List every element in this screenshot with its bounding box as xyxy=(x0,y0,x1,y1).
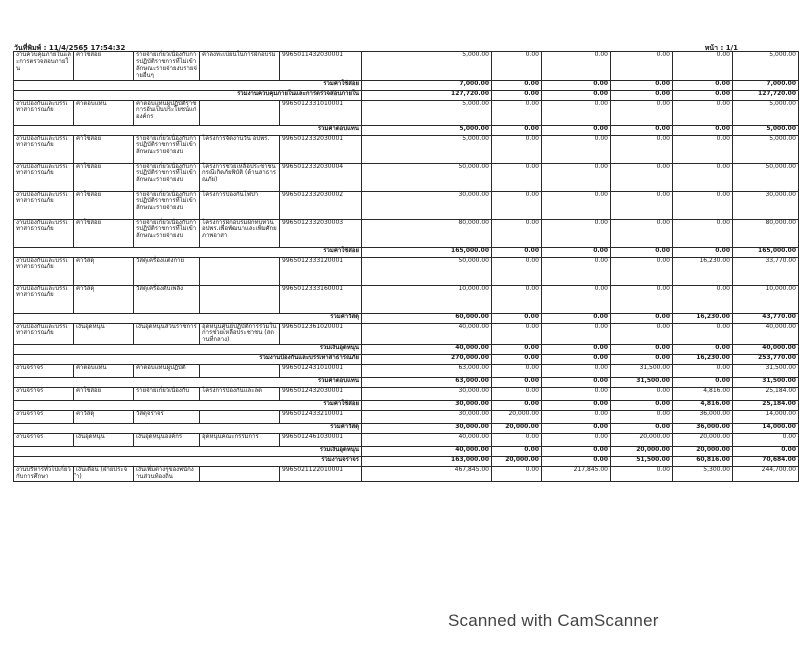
amount-col-1: 30,000.00 xyxy=(362,424,492,434)
amount-col-6: 14,000.00 xyxy=(733,411,799,424)
amount-col-1: 30,000.00 xyxy=(362,401,492,411)
amount-col-1: 270,000.00 xyxy=(362,355,492,365)
work-plan-cell: งานป้องกันและบรรเทาสาธารณภัย xyxy=(14,163,74,191)
subtotal-row xyxy=(14,313,799,323)
amount-col-2: 20,000.00 xyxy=(492,411,542,424)
amount-col-2: 0.00 xyxy=(492,247,542,257)
project-cell: โครงการป้องกันและลด xyxy=(200,388,280,401)
work-plan-cell: งานป้องกันและบรรเทาสาธารณภัย xyxy=(14,257,74,285)
expense-type-cell: เงินอุดหนุนส่วนราชการ xyxy=(134,323,200,345)
amount-col-1: 40,000.00 xyxy=(362,434,492,447)
subtotal-row xyxy=(14,125,799,135)
amount-col-2: 0.00 xyxy=(492,135,542,163)
budget-code-cell: 9965012461030001 xyxy=(280,434,362,447)
expense-category-cell: ค่าวัสดุ xyxy=(74,257,134,285)
amount-col-3: 0.00 xyxy=(542,355,611,365)
amount-col-2: 0.00 xyxy=(492,388,542,401)
budget-code-cell: 9965012433210001 xyxy=(280,411,362,424)
amount-col-6: 14,000.00 xyxy=(733,424,799,434)
amount-col-5: 36,000.00 xyxy=(673,411,733,424)
amount-col-6: 31,500.00 xyxy=(733,378,799,388)
amount-col-4: 0.00 xyxy=(611,345,673,355)
project-cell xyxy=(200,100,280,125)
subtotal-row xyxy=(14,90,799,100)
amount-col-4: 0.00 xyxy=(611,191,673,219)
amount-col-1: 30,000.00 xyxy=(362,388,492,401)
amount-col-4: 0.00 xyxy=(611,285,673,313)
expense-type-cell: วัสดุเครื่องแต่งกาย xyxy=(134,257,200,285)
subtotal-label: รวมค่าตอบแทน xyxy=(14,378,362,388)
subtotal-row xyxy=(14,247,799,257)
work-plan-cell: งานป้องกันและบรรเทาสาธารณภัย xyxy=(14,285,74,313)
amount-col-3: 0.00 xyxy=(542,401,611,411)
table-row xyxy=(14,191,799,219)
amount-col-5: 0.00 xyxy=(673,125,733,135)
amount-col-6: 5,000.00 xyxy=(733,100,799,125)
amount-col-4: 0.00 xyxy=(611,323,673,345)
amount-col-4: 0.00 xyxy=(611,80,673,90)
amount-col-3: 0.00 xyxy=(542,100,611,125)
table-row xyxy=(14,388,799,401)
amount-col-5: 0.00 xyxy=(673,100,733,125)
expense-category-cell: ค่าใช้สอย xyxy=(74,219,134,247)
project-cell: โครงการจัดงานวัน อปพร. xyxy=(200,135,280,163)
amount-col-1: 40,000.00 xyxy=(362,345,492,355)
amount-col-4: 0.00 xyxy=(611,411,673,424)
amount-col-4: 0.00 xyxy=(611,401,673,411)
subtotal-label: รวมค่าตอบแทน xyxy=(14,125,362,135)
amount-col-2: 0.00 xyxy=(492,434,542,447)
project-cell: อุดหนุนคณะกรรมการ xyxy=(200,434,280,447)
amount-col-5: 4,816.00 xyxy=(673,401,733,411)
amount-col-3: 0.00 xyxy=(542,191,611,219)
amount-col-6: 40,000.00 xyxy=(733,323,799,345)
amount-col-6: 25,184.00 xyxy=(733,388,799,401)
amount-col-6: 244,700.00 xyxy=(733,467,799,482)
table-row xyxy=(14,163,799,191)
amount-col-6: 5,000.00 xyxy=(733,135,799,163)
expense-type-cell: ค่าตอบแทนผู้ปฏิบัติราชการอันเป็นประโยชน์แก่องค์กร xyxy=(134,100,200,125)
amount-col-5: 0.00 xyxy=(673,52,733,81)
amount-col-1: 127,720.00 xyxy=(362,90,492,100)
subtotal-row xyxy=(14,378,799,388)
amount-col-6: 43,770.00 xyxy=(733,313,799,323)
budget-code-cell: 99650114320300​01 xyxy=(280,52,362,81)
expense-category-cell: ค่าวัสดุ xyxy=(74,411,134,424)
amount-col-4: 0.00 xyxy=(611,163,673,191)
amount-col-2: 0.00 xyxy=(492,100,542,125)
project-cell: อุดหนุนศูนย์ปฏิบัติการร่วมในการช่วยเหลือประชาชน (สถานที่กลาง) xyxy=(200,323,280,345)
amount-col-5: 16,230.00 xyxy=(673,355,733,365)
expense-type-cell: วัสดุจราจร xyxy=(134,411,200,424)
work-plan-cell: งานป้องกันและบรรเทาสาธารณภัย xyxy=(14,219,74,247)
amount-col-6: 50,000.00 xyxy=(733,163,799,191)
expense-category-cell: ค่าใช้สอย xyxy=(74,52,134,81)
amount-col-5: 16,230.00 xyxy=(673,257,733,285)
subtotal-label: รวมงานจราจร xyxy=(14,457,362,467)
amount-col-3: 0.00 xyxy=(542,80,611,90)
amount-col-2: 0.00 xyxy=(492,80,542,90)
subtotal-row xyxy=(14,345,799,355)
expense-category-cell: เงินเดือน (ฝ่ายประจำ) xyxy=(74,467,134,482)
amount-col-1: 60,000.00 xyxy=(362,313,492,323)
expense-category-cell: ค่าใช้สอย xyxy=(74,191,134,219)
amount-col-4: 0.00 xyxy=(611,424,673,434)
expense-category-cell: ค่าวัสดุ xyxy=(74,285,134,313)
project-cell xyxy=(200,411,280,424)
amount-col-3: 217,845.00 xyxy=(542,467,611,482)
amount-col-1: 163,000.00 xyxy=(362,457,492,467)
subtotal-row xyxy=(14,424,799,434)
amount-col-4: 0.00 xyxy=(611,90,673,100)
expense-category-cell: ค่าตอบแทน xyxy=(74,100,134,125)
amount-col-6: 165,000.00 xyxy=(733,247,799,257)
amount-col-3: 0.00 xyxy=(542,257,611,285)
amount-col-6: 7,000.00 xyxy=(733,80,799,90)
amount-col-3: 0.00 xyxy=(542,424,611,434)
amount-col-4: 0.00 xyxy=(611,247,673,257)
subtotal-label: รวมงานควบคุมภายในและการตรวจสอบภายใน xyxy=(14,90,362,100)
amount-col-3: 0.00 xyxy=(542,378,611,388)
amount-col-3: 0.00 xyxy=(542,135,611,163)
budget-code-cell: 9965012332030002 xyxy=(280,191,362,219)
print-date: วันที่พิมพ์ : 11/4/2565 17:54:32 xyxy=(14,44,126,52)
amount-col-3: 0.00 xyxy=(542,388,611,401)
amount-col-5: 0.00 xyxy=(673,323,733,345)
project-cell: โครงการช่วยเหลือประชาชนกรณีเกิดภัยพิบัติ (ด้านสาธารณภัย) xyxy=(200,163,280,191)
project-cell: ค่าลงทะเบียนในการฝึกอบรม xyxy=(200,52,280,81)
subtotal-row xyxy=(14,401,799,411)
expense-type-cell: ค่าตอบแทนผู้ปฏิบัติ xyxy=(134,365,200,378)
table-row xyxy=(14,467,799,482)
expense-category-cell: ค่าใช้สอย xyxy=(74,388,134,401)
amount-col-1: 5,000.00 xyxy=(362,52,492,81)
amount-col-1: 40,000.00 xyxy=(362,323,492,345)
expense-category-cell: เงินอุดหนุน xyxy=(74,323,134,345)
amount-col-6: 5,000.00 xyxy=(733,125,799,135)
amount-col-5: 0.00 xyxy=(673,285,733,313)
amount-col-5: 0.00 xyxy=(673,378,733,388)
amount-col-4: 0.00 xyxy=(611,388,673,401)
table-row xyxy=(14,411,799,424)
amount-col-1: 80,000.00 xyxy=(362,219,492,247)
amount-col-5: 0.00 xyxy=(673,247,733,257)
amount-col-1: 40,000.00 xyxy=(362,447,492,457)
table-row xyxy=(14,52,799,81)
amount-col-3: 0.00 xyxy=(542,90,611,100)
subtotal-row xyxy=(14,355,799,365)
amount-col-6: 31,500.00 xyxy=(733,365,799,378)
expense-type-cell: รายจ่ายเกี่ยวเนื่องกับการปฏิบัติราชการที่ไม่เข้าลักษณะรายจ่ายงบ xyxy=(134,219,200,247)
amount-col-5: 20,000.00 xyxy=(673,447,733,457)
amount-col-4: 0.00 xyxy=(611,313,673,323)
camscanner-watermark: Scanned with CamScanner xyxy=(448,611,659,630)
amount-col-3: 0.00 xyxy=(542,52,611,81)
amount-col-1: 7,000.00 xyxy=(362,80,492,90)
expense-type-cell: รายจ่ายเกี่ยวเนื่องกับการปฏิบัติราชการที่ไม่เข้าลักษณะรายจ่ายงบรายจ่ายอื่นๆ xyxy=(134,52,200,81)
project-cell: โครงการป้องกันไฟป่า xyxy=(200,191,280,219)
budget-code-cell: 9965012333160001 xyxy=(280,285,362,313)
table-row xyxy=(14,365,799,378)
amount-col-6: 127,720.00 xyxy=(733,90,799,100)
amount-col-4: 31,500.00 xyxy=(611,378,673,388)
subtotal-row xyxy=(14,447,799,457)
budget-code-cell: 9965012333120001 xyxy=(280,257,362,285)
work-plan-cell: งานป้องกันและบรรเทาสาธารณภัย xyxy=(14,191,74,219)
work-plan-cell: งานป้องกันและบรรเทาสาธารณภัย xyxy=(14,323,74,345)
amount-col-5: 0.00 xyxy=(673,191,733,219)
amount-col-2: 20,000.00 xyxy=(492,424,542,434)
budget-code-cell: 9965012361020001 xyxy=(280,323,362,345)
expense-type-cell: วัสดุเครื่องดับเพลิง xyxy=(134,285,200,313)
amount-col-5: 20,000.00 xyxy=(673,434,733,447)
amount-col-2: 0.00 xyxy=(492,125,542,135)
amount-col-5: 0.00 xyxy=(673,163,733,191)
amount-col-6: 40,000.00 xyxy=(733,345,799,355)
budget-code-cell: 9965021122010001 xyxy=(280,467,362,482)
amount-col-1: 165,000.00 xyxy=(362,247,492,257)
amount-col-2: 0.00 xyxy=(492,257,542,285)
amount-col-1: 63,000.00 xyxy=(362,365,492,378)
amount-col-2: 0.00 xyxy=(492,191,542,219)
amount-col-4: 31,500.00 xyxy=(611,365,673,378)
budget-report-table xyxy=(13,51,799,482)
amount-col-5: 0.00 xyxy=(673,90,733,100)
work-plan-cell: งานป้องกันและบรรเทาสาธารณภัย xyxy=(14,135,74,163)
table-row xyxy=(14,135,799,163)
subtotal-row xyxy=(14,457,799,467)
amount-col-4: 0.00 xyxy=(611,257,673,285)
subtotal-label: รวมเงินอุดหนุน xyxy=(14,447,362,457)
amount-col-3: 0.00 xyxy=(542,125,611,135)
amount-col-5: 4,816.00 xyxy=(673,388,733,401)
amount-col-3: 0.00 xyxy=(542,447,611,457)
table-row xyxy=(14,285,799,313)
budget-code-cell: 9965012432030001 xyxy=(280,388,362,401)
amount-col-4: 0.00 xyxy=(611,52,673,81)
amount-col-5: 0.00 xyxy=(673,80,733,90)
amount-col-4: 51,500.00 xyxy=(611,457,673,467)
amount-col-6: 30,000.00 xyxy=(733,191,799,219)
expense-type-cell: รายจ่ายเกี่ยวเนื่องกับการปฏิบัติราชการที่ไม่เข้าลักษณะรายจ่ายงบ xyxy=(134,163,200,191)
amount-col-2: 0.00 xyxy=(492,447,542,457)
amount-col-3: 0.00 xyxy=(542,163,611,191)
amount-col-3: 0.00 xyxy=(542,247,611,257)
budget-code-cell: 9965012332030003 xyxy=(280,219,362,247)
amount-col-2: 0.00 xyxy=(492,52,542,81)
amount-col-2: 0.00 xyxy=(492,163,542,191)
amount-col-2: 0.00 xyxy=(492,323,542,345)
amount-col-3: 0.00 xyxy=(542,434,611,447)
amount-col-3: 0.00 xyxy=(542,365,611,378)
amount-col-3: 0.00 xyxy=(542,285,611,313)
amount-col-2: 0.00 xyxy=(492,219,542,247)
amount-col-5: 36,000.00 xyxy=(673,424,733,434)
table-row xyxy=(14,323,799,345)
expense-type-cell: รายจ่ายเกี่ยวเนื่องกับการปฏิบัติราชการที่ไม่เข้าลักษณะรายจ่ายงบ xyxy=(134,191,200,219)
amount-col-4: 0.00 xyxy=(611,135,673,163)
amount-col-1: 30,000.00 xyxy=(362,411,492,424)
amount-col-3: 0.00 xyxy=(542,345,611,355)
amount-col-6: 5,000.00 xyxy=(733,52,799,81)
amount-col-3: 0.00 xyxy=(542,457,611,467)
expense-category-cell: ค่าตอบแทน xyxy=(74,365,134,378)
amount-col-2: 0.00 xyxy=(492,378,542,388)
amount-col-2: 0.00 xyxy=(492,345,542,355)
amount-col-1: 5,000.00 xyxy=(362,100,492,125)
amount-col-1: 10,000.00 xyxy=(362,285,492,313)
amount-col-2: 0.00 xyxy=(492,313,542,323)
amount-col-2: 0.00 xyxy=(492,467,542,482)
amount-col-6: 253,770.00 xyxy=(733,355,799,365)
expense-category-cell: เงินอุดหนุน xyxy=(74,434,134,447)
expense-type-cell: เงินเพิ่มต่างๆของพนักงานส่วนท้องถิ่น xyxy=(134,467,200,482)
amount-col-6: 0.00 xyxy=(733,447,799,457)
subtotal-label: รวมค่าวัสดุ xyxy=(14,313,362,323)
amount-col-2: 0.00 xyxy=(492,401,542,411)
budget-code-cell: 9965012332030004 xyxy=(280,163,362,191)
amount-col-6: 10,000.00 xyxy=(733,285,799,313)
amount-col-1: 50,000.00 xyxy=(362,257,492,285)
subtotal-label: รวมค่าวัสดุ xyxy=(14,424,362,434)
expense-category-cell: ค่าใช้สอย xyxy=(74,163,134,191)
budget-code-cell: 9965012431010001 xyxy=(280,365,362,378)
amount-col-4: 20,000.00 xyxy=(611,447,673,457)
amount-col-1: 5,000.00 xyxy=(362,135,492,163)
amount-col-6: 25,184.00 xyxy=(733,401,799,411)
expense-type-cell: รายจ่ายเกี่ยวเนื่องกับ xyxy=(134,388,200,401)
amount-col-5: 60,816.00 xyxy=(673,457,733,467)
amount-col-1: 5,000.00 xyxy=(362,125,492,135)
amount-col-5: 0.00 xyxy=(673,219,733,247)
amount-col-2: 0.00 xyxy=(492,90,542,100)
amount-col-3: 0.00 xyxy=(542,219,611,247)
amount-col-5: 0.00 xyxy=(673,345,733,355)
table-row xyxy=(14,219,799,247)
table-row xyxy=(14,257,799,285)
amount-col-4: 0.00 xyxy=(611,219,673,247)
amount-col-5: 0.00 xyxy=(673,135,733,163)
amount-col-2: 0.00 xyxy=(492,355,542,365)
work-plan-cell: งานจราจร xyxy=(14,388,74,401)
work-plan-cell: งานจราจร xyxy=(14,411,74,424)
work-plan-cell: งานบริหารทั่วไปเกี่ยวกับการศึกษา xyxy=(14,467,74,482)
amount-col-4: 20,000.00 xyxy=(611,434,673,447)
project-cell: โครงการฝึกอบรมฝึกทบทวน อปพร.เพื่อพัฒนาและเพิ่มศักยภาพอาสา xyxy=(200,219,280,247)
amount-col-5: 0.00 xyxy=(673,365,733,378)
subtotal-row xyxy=(14,80,799,90)
expense-category-cell: ค่าใช้สอย xyxy=(74,135,134,163)
amount-col-2: 0.00 xyxy=(492,365,542,378)
amount-col-5: 16,230.00 xyxy=(673,313,733,323)
project-cell xyxy=(200,285,280,313)
table-row xyxy=(14,100,799,125)
amount-col-6: 0.00 xyxy=(733,434,799,447)
subtotal-label: รวมค่าใช้สอย xyxy=(14,247,362,257)
subtotal-label: รวมเงินอุดหนุน xyxy=(14,345,362,355)
amount-col-1: 63,000.00 xyxy=(362,378,492,388)
amount-col-2: 20,000.00 xyxy=(492,457,542,467)
amount-col-2: 0.00 xyxy=(492,285,542,313)
subtotal-label: รวมค่าใช้สอย xyxy=(14,80,362,90)
work-plan-cell: งานจราจร xyxy=(14,434,74,447)
budget-code-cell: 9965012331010001 xyxy=(280,100,362,125)
project-cell xyxy=(200,365,280,378)
amount-col-3: 0.00 xyxy=(542,411,611,424)
amount-col-1: 467,845.00 xyxy=(362,467,492,482)
amount-col-6: 80,000.00 xyxy=(733,219,799,247)
amount-col-6: 33,770.00 xyxy=(733,257,799,285)
work-plan-cell: งานควบคุมภายในและการตรวจสอบภายใน xyxy=(14,52,74,81)
work-plan-cell: งานจราจร xyxy=(14,365,74,378)
project-cell xyxy=(200,467,280,482)
amount-col-4: 0.00 xyxy=(611,125,673,135)
amount-col-1: 30,000.00 xyxy=(362,191,492,219)
budget-code-cell: 9965012332030001 xyxy=(280,135,362,163)
amount-col-5: 5,300.00 xyxy=(673,467,733,482)
work-plan-cell: งานป้องกันและบรรเทาสาธารณภัย xyxy=(14,100,74,125)
subtotal-label: รวมค่าใช้สอย xyxy=(14,401,362,411)
expense-type-cell: รายจ่ายเกี่ยวเนื่องกับการปฏิบัติราชการที่ไม่เข้าลักษณะรายจ่ายงบ xyxy=(134,135,200,163)
amount-col-3: 0.00 xyxy=(542,313,611,323)
expense-type-cell: เงินอุดหนุนองค์กร xyxy=(134,434,200,447)
amount-col-6: 70,684.00 xyxy=(733,457,799,467)
amount-col-4: 0.00 xyxy=(611,467,673,482)
table-row xyxy=(14,434,799,447)
amount-col-1: 50,000.00 xyxy=(362,163,492,191)
page-number: หน้า : 1/1 xyxy=(704,44,738,52)
subtotal-label: รวมงานป้องกันและบรรเทาสาธารณภัย xyxy=(14,355,362,365)
project-cell xyxy=(200,257,280,285)
amount-col-4: 0.00 xyxy=(611,355,673,365)
amount-col-3: 0.00 xyxy=(542,323,611,345)
amount-col-4: 0.00 xyxy=(611,100,673,125)
